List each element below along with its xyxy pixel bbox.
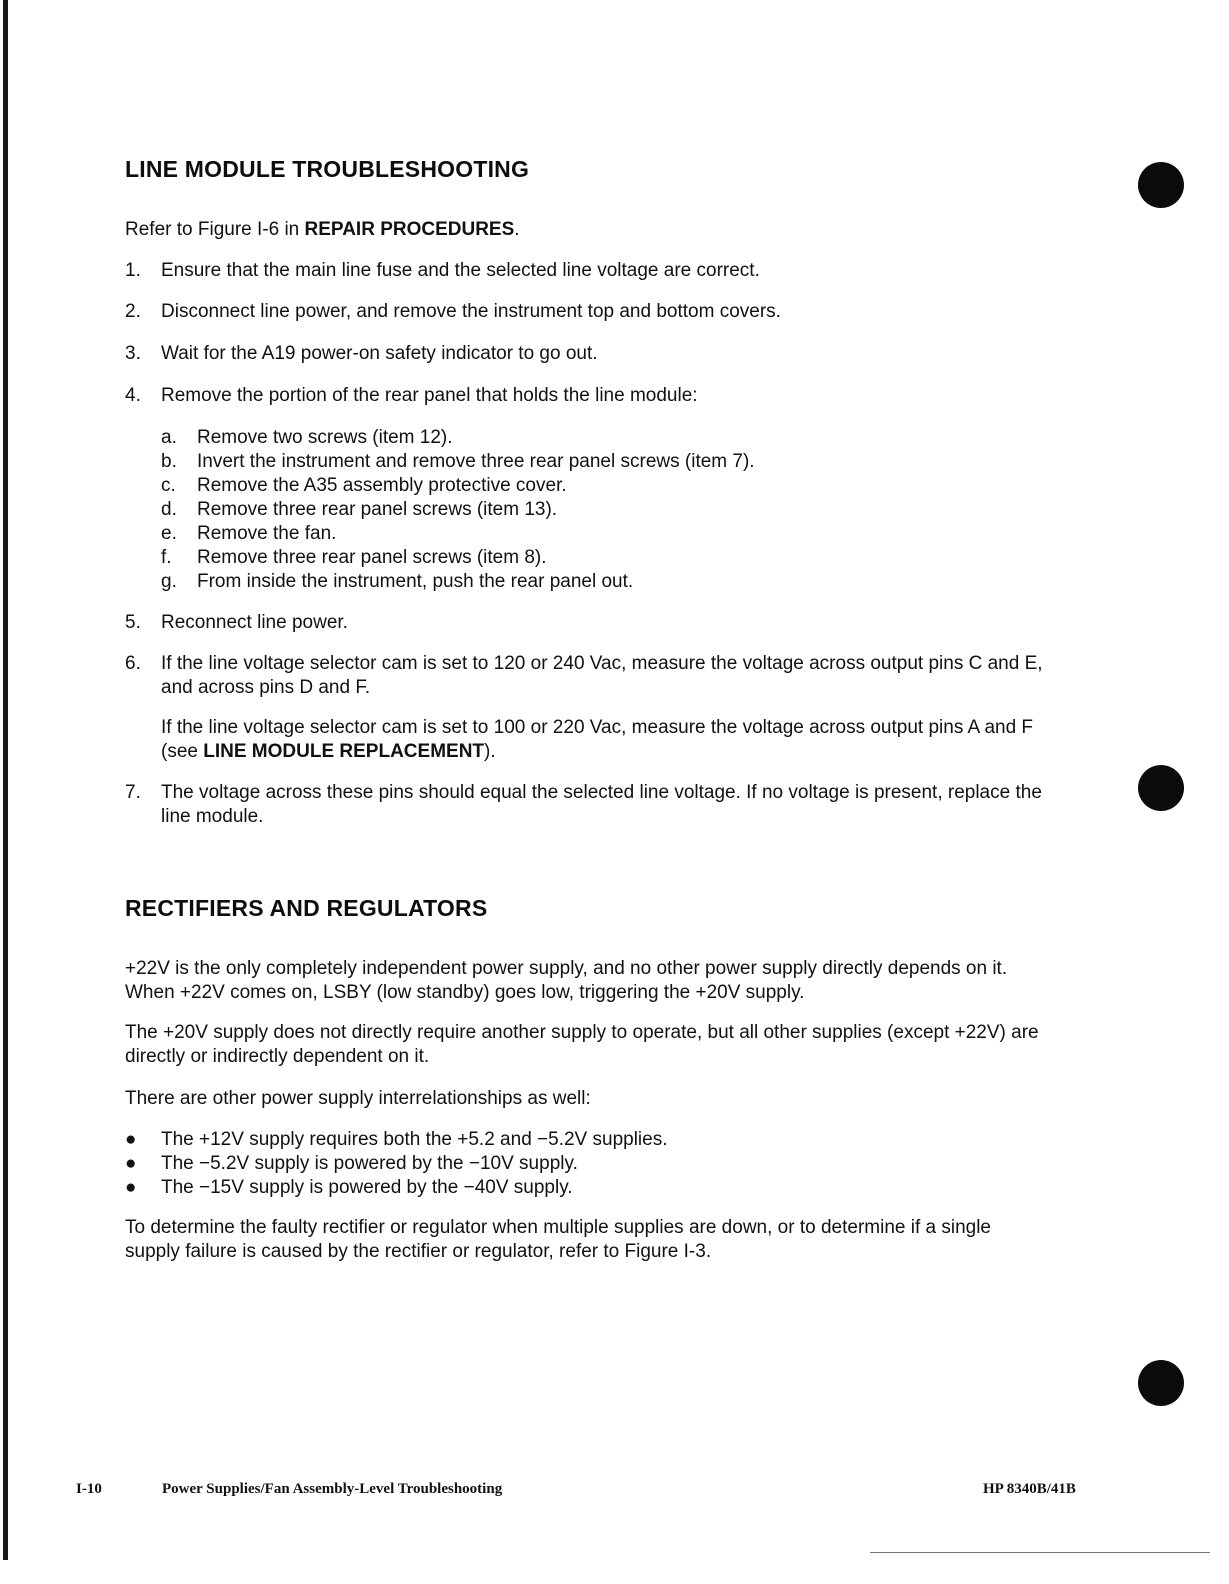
bullet-text: The −5.2V supply is powered by the −10V supply.: [161, 1153, 578, 1174]
footer-page-number: I-10: [76, 1481, 102, 1497]
step-6-extra-prefix: If the line voltage selector cam is set to 100 or 220 Vac, measure the voltage across output pins A and F (see: [161, 717, 1034, 762]
step-6-extra-suffix: ).: [484, 741, 496, 762]
step-text: The voltage across these pins should equal the selected line voltage. If no voltage is present, replace the line module.: [161, 782, 1042, 827]
rectifiers-para-2: The +20V supply does not directly require another supply to operate, but all other supplies (except +22V) are directly or indirectly dependent on it.: [125, 1022, 1039, 1067]
bullet-icon: ●: [125, 1129, 137, 1150]
bullet-icon: ●: [125, 1177, 137, 1198]
intro-prefix: Refer to Figure I-6 in: [125, 219, 305, 240]
step-number: 5.: [125, 612, 141, 633]
step-text: Reconnect line power.: [161, 612, 348, 633]
section-heading-rectifiers: RECTIFIERS AND REGULATORS: [125, 895, 488, 921]
bullet-text: The +12V supply requires both the +5.2 and −5.2V supplies.: [161, 1129, 668, 1150]
substep-text: Remove three rear panel screws (item 8).: [197, 547, 547, 568]
footer-model: HP 8340B/41B: [983, 1481, 1076, 1497]
intro-line: [125, 218, 520, 242]
section-heading-line-module: LINE MODULE TROUBLESHOOTING: [125, 156, 530, 182]
bottom-rule: [870, 1552, 1210, 1553]
substep-text: Remove the A35 assembly protective cover.: [197, 475, 567, 496]
step-number: 6.: [125, 653, 141, 674]
step-number: 4.: [125, 385, 141, 406]
substep-label: b.: [161, 451, 177, 472]
step-number: 7.: [125, 782, 141, 803]
substep-label: d.: [161, 499, 177, 520]
bullet-icon: ●: [125, 1153, 137, 1174]
rectifiers-para-3: There are other power supply interrelationships as well:: [125, 1088, 591, 1109]
step-number: 1.: [125, 260, 141, 281]
step-text: Ensure that the main line fuse and the selected line voltage are correct.: [161, 260, 760, 281]
bullet-text: The −15V supply is powered by the −40V supply.: [161, 1177, 573, 1198]
rectifiers-para-1: +22V is the only completely independent power supply, and no other power supply directly depends on it. When +22V comes on, LSBY (low standby) goes low, triggering the +20V supply.: [125, 958, 1008, 1003]
punch-hole-middle: [1138, 765, 1184, 811]
step-6-extra-text: [161, 716, 1045, 764]
footer-title: Power Supplies/Fan Assembly-Level Troubleshooting: [162, 1481, 503, 1497]
step-number: 3.: [125, 343, 141, 364]
line-module-replacement-ref: LINE MODULE REPLACEMENT: [203, 741, 485, 762]
intro-suffix: .: [514, 219, 520, 240]
substep-text: Remove three rear panel screws (item 13).: [197, 499, 558, 520]
step-text: Wait for the A19 power-on safety indicator to go out.: [161, 343, 598, 364]
substep-text: Remove the fan.: [197, 523, 337, 544]
substep-label: a.: [161, 427, 177, 448]
substep-text: Remove two screws (item 12).: [197, 427, 453, 448]
step-number: 2.: [125, 301, 141, 322]
repair-procedures-ref: REPAIR PROCEDURES: [304, 219, 515, 240]
step-text: Remove the portion of the rear panel that holds the line module:: [161, 385, 698, 406]
substep-text: From inside the instrument, push the rear panel out.: [197, 571, 634, 592]
punch-hole-top: [1138, 162, 1184, 208]
punch-hole-bottom: [1138, 1360, 1184, 1406]
substep-label: c.: [161, 475, 176, 496]
substep-label: e.: [161, 523, 177, 544]
step-text: If the line voltage selector cam is set to 120 or 240 Vac, measure the voltage across output pins C and E, and across pins D and F.: [161, 653, 1043, 698]
rectifiers-para-4: To determine the faulty rectifier or regulator when multiple supplies are down, or to determine if a single supply failure is caused by the rectifier or regulator, refer to Figure I-3.: [125, 1217, 991, 1262]
substep-label: f.: [161, 547, 172, 568]
substep-label: g.: [161, 571, 177, 592]
binding-edge: [3, 0, 8, 1560]
substep-text: Invert the instrument and remove three rear panel screws (item 7).: [197, 451, 755, 472]
step-text: Disconnect line power, and remove the instrument top and bottom covers.: [161, 301, 781, 322]
